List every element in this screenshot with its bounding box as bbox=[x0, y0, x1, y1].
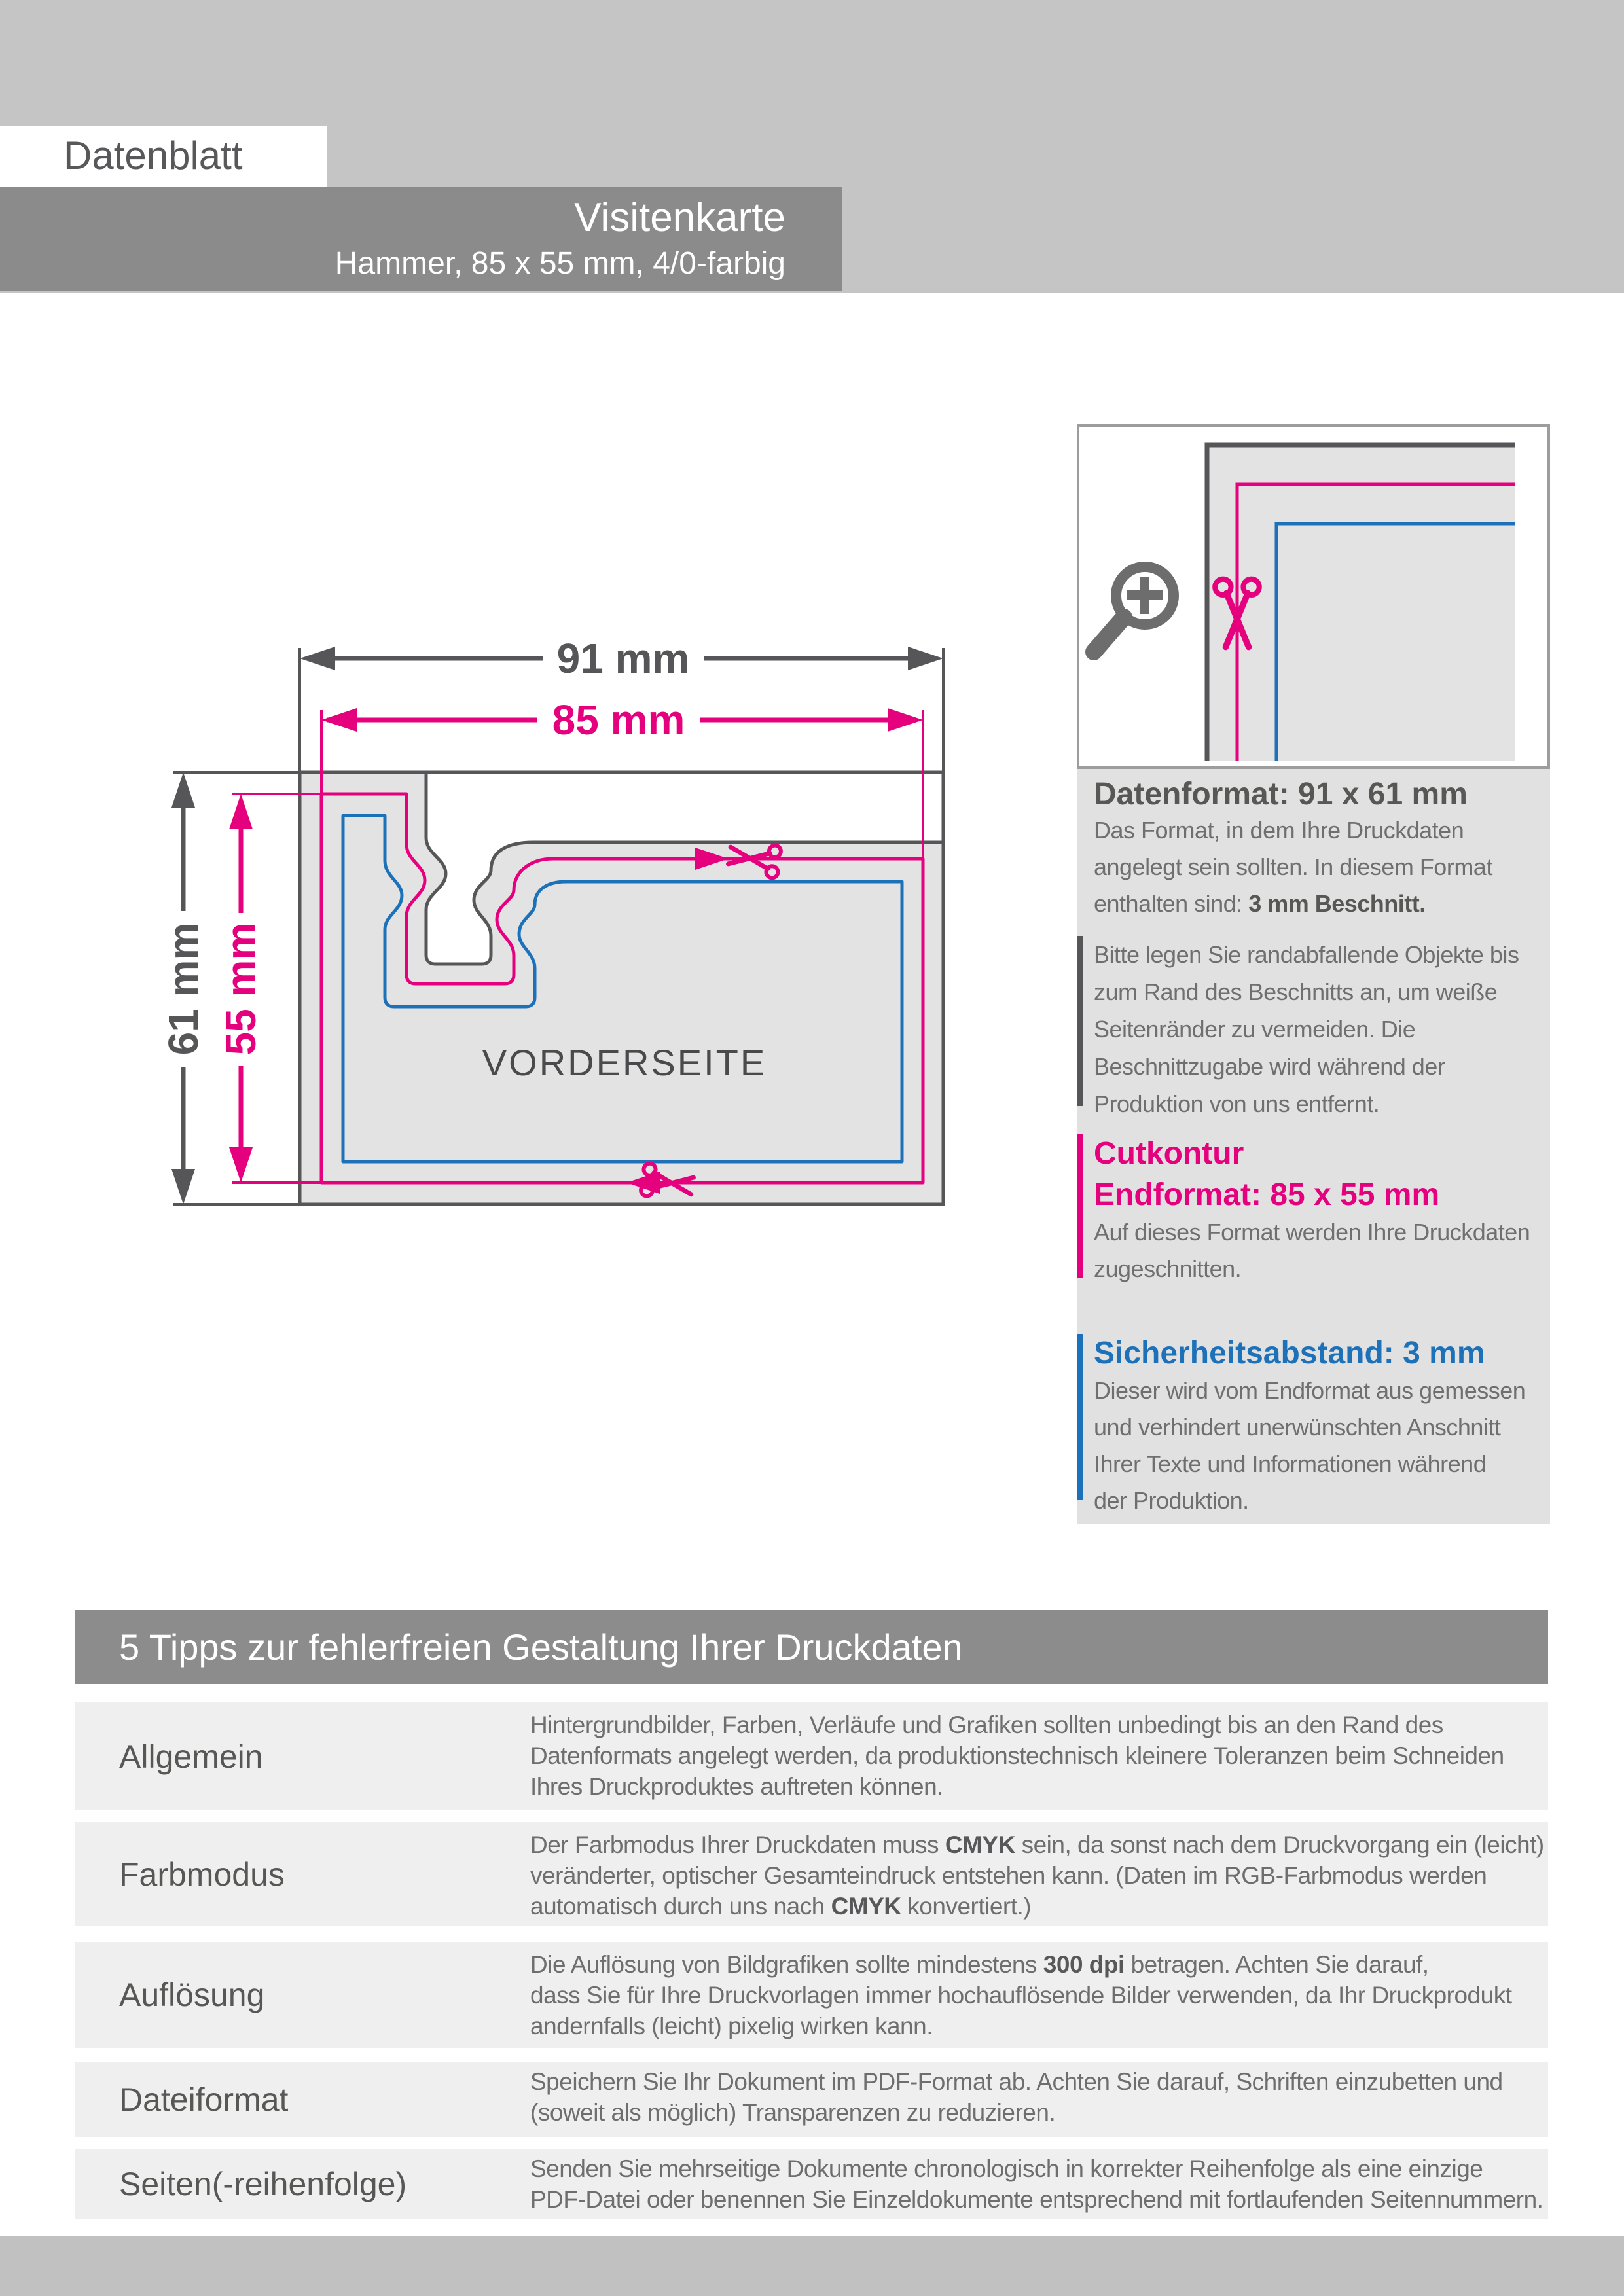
product-subtitle: Hammer, 85 x 55 mm, 4/0-farbig bbox=[334, 246, 785, 281]
table-row bbox=[75, 2062, 1548, 2137]
tip-row-text-line: andernfalls (leicht) pixelig wirken kann. bbox=[530, 2013, 933, 2039]
table-row bbox=[75, 1942, 1548, 2048]
tip-row-text-line: automatisch durch uns nach CMYK konvertiert.) bbox=[530, 1893, 1032, 1920]
dimension-55 bbox=[217, 794, 264, 1183]
tips-header-bar bbox=[75, 1610, 1548, 1684]
tip-row-label: Farbmodus bbox=[119, 1856, 285, 1893]
tips-heading: 5 Tipps zur fehlerfreien Gestaltung Ihrer Druckdaten bbox=[119, 1626, 963, 1668]
dim-height-inner: 55 mm bbox=[217, 922, 264, 1056]
cutkontur-bar bbox=[1077, 1134, 1083, 1278]
dimension-61 bbox=[160, 772, 207, 1204]
tip-row-label: Auflösung bbox=[119, 1977, 265, 2013]
bleed-note-line: Beschnittzugabe wird während der bbox=[1094, 1053, 1445, 1080]
sicherheitsabstand-line: Dieser wird vom Endformat aus gemessen bbox=[1094, 1377, 1526, 1404]
product-title: Visitenkarte bbox=[574, 195, 785, 240]
table-row bbox=[75, 1702, 1548, 1810]
cutkontur-line: Auf dieses Format werden Ihre Druckdaten bbox=[1094, 1219, 1530, 1246]
card-side-label: VORDERSEITE bbox=[482, 1042, 767, 1083]
tip-row-text-line: Senden Sie mehrseitige Dokumente chronologisch in korrekter Reihenfolge als eine einzige bbox=[530, 2155, 1483, 2182]
dim-width-outer: 91 mm bbox=[556, 635, 690, 682]
tip-row-text-line: Datenformats angelegt werden, da produktionstechnisch kleinere Toleranzen beim Schneiden bbox=[530, 1742, 1504, 1769]
sicherheitsabstand-line: der Produktion. bbox=[1094, 1487, 1249, 1514]
legend-datenformat-line: enthalten sind: 3 mm Beschnitt. bbox=[1094, 890, 1426, 917]
zoom-detail-box bbox=[1077, 424, 1550, 769]
legend-datenformat-line: angelegt sein sollten. In diesem Format bbox=[1094, 853, 1492, 880]
page-title: Datenblatt bbox=[63, 134, 243, 177]
bleed-note-line: Seitenränder zu vermeiden. Die bbox=[1094, 1016, 1416, 1043]
cutkontur-heading: Cutkontur bbox=[1094, 1136, 1244, 1171]
tip-row-text-line: (soweit als möglich) Transparenzen zu reduzieren. bbox=[530, 2099, 1056, 2126]
bleed-note-line: Produktion von uns entfernt. bbox=[1094, 1090, 1380, 1117]
tip-row-label: Dateiformat bbox=[119, 2081, 289, 2118]
bleed-shape bbox=[300, 772, 943, 1204]
tip-row-text-line: Die Auflösung von Bildgrafiken sollte mindestens 300 dpi betragen. Achten Sie darauf, bbox=[530, 1951, 1429, 1978]
cutkontur-line: zugeschnitten. bbox=[1094, 1255, 1242, 1282]
tip-row-label: Allgemein bbox=[119, 1738, 263, 1775]
bleed-note-line: Bitte legen Sie randabfallende Objekte bis bbox=[1094, 941, 1519, 968]
tip-row-text-line: PDF-Datei oder benennen Sie Einzeldokumente entsprechend mit fortlaufenden Seitennummern. bbox=[530, 2186, 1543, 2213]
tip-row-text-line: veränderter, optischer Gesamteindruck entstehen kann. (Daten im RGB-Farbmodus werden bbox=[530, 1862, 1487, 1889]
tip-row-text-line: Der Farbmodus Ihrer Druckdaten muss CMYK sein, da sonst nach dem Druckvorgang ein (leicht) bbox=[530, 1831, 1544, 1858]
tip-row-text-line: Ihres Druckproduktes auftreten können. bbox=[530, 1773, 943, 1800]
table-row bbox=[75, 2149, 1548, 2219]
tip-row-text-line: dass Sie für Ihre Druckvorlagen immer hochauflösende Bilder verwenden, da Ihr Druckprodukt bbox=[530, 1982, 1512, 2009]
tip-row-label: Seiten(-reihenfolge) bbox=[119, 2165, 407, 2202]
dim-height-outer: 61 mm bbox=[160, 922, 207, 1056]
bleed-note-line: zum Rand des Beschnitts an, um weiße bbox=[1094, 978, 1498, 1005]
sicherheitsabstand-bar bbox=[1077, 1334, 1083, 1500]
legend-panel bbox=[1077, 769, 1550, 1524]
sicherheitsabstand-line: Ihrer Texte und Informationen während bbox=[1094, 1450, 1487, 1477]
footer-band bbox=[0, 2236, 1624, 2296]
dim-width-inner: 85 mm bbox=[552, 696, 685, 744]
bleed-note-bar bbox=[1077, 936, 1083, 1106]
legend-datenformat-heading: Datenformat: 91 x 61 mm bbox=[1094, 777, 1468, 812]
sicherheitsabstand-heading: Sicherheitsabstand: 3 mm bbox=[1094, 1336, 1485, 1371]
tip-row-text-line: Speichern Sie Ihr Dokument im PDF-Format ab. Achten Sie darauf, Schriften einzubetten und bbox=[530, 2068, 1503, 2095]
tip-row-text-line: Hintergrundbilder, Farben, Verläufe und Grafiken sollten unbedingt bis an den Rand des bbox=[530, 1712, 1443, 1738]
table-row bbox=[75, 1822, 1548, 1926]
dimension-85 bbox=[321, 696, 923, 744]
dimension-91 bbox=[300, 635, 943, 682]
endformat-heading: Endformat: 85 x 55 mm bbox=[1094, 1177, 1440, 1212]
legend-datenformat-line: Das Format, in dem Ihre Druckdaten bbox=[1094, 817, 1464, 844]
sicherheitsabstand-line: und verhindert unerwünschten Anschnitt bbox=[1094, 1414, 1501, 1441]
